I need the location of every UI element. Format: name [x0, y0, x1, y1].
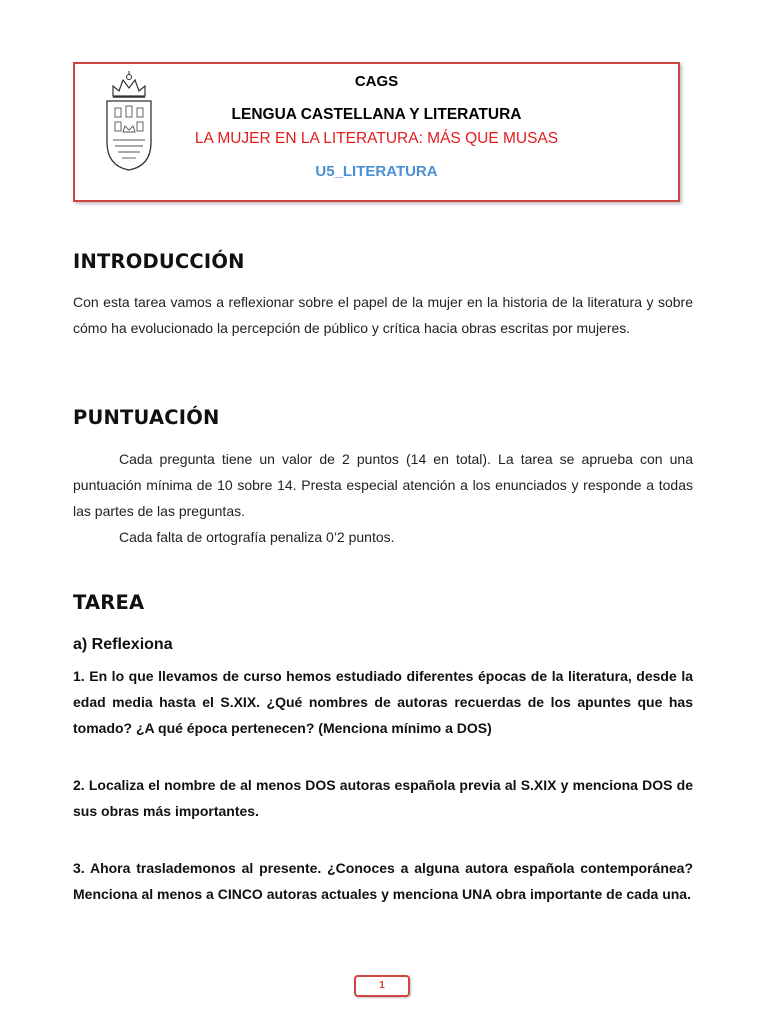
section-heading: a) Reflexiona: [73, 636, 173, 653]
task-heading: TAREA: [73, 591, 145, 614]
intro-paragraph: Con esta tarea vamos a reflexionar sobre el papel de la mujer en la historia de la literatura y sobre cómo ha evolucionado la percepción de público y crítica hacia obras escritas por mujeres.: [73, 294, 693, 336]
scoring-paragraph: Cada pregunta tiene un valor de 2 puntos (14 en total). La tarea se aprueba con una puntuación mínima de 10 sobre 14. Presta especial atención a los enunciados y responde a todas las partes de las preguntas.: [73, 451, 693, 519]
question-2: 2. Localiza el nombre de al menos DOS autoras española previa al S.XIX y menciona DOS de sus obras más importantes.: [73, 777, 693, 819]
document-header: [73, 62, 680, 202]
question-1: 1. En lo que llevamos de curso hemos estudiado diferentes épocas de la literatura, desde la edad media hasta el S.XIX. ¿Qué nombres de autoras recuerdas de los apuntes que has tomado? ¿A qué época pertenecen? (Menciona mínimo a DOS): [73, 668, 693, 736]
spelling-penalty-paragraph: Cada falta de ortografía penaliza 0’2 puntos.: [119, 529, 395, 545]
intro-heading: INTRODUCCIÓN: [73, 250, 245, 273]
page-number: 1: [354, 975, 410, 997]
subject-name: LENGUA CASTELLANA Y LITERATURA: [231, 106, 522, 123]
scoring-heading: PUNTUACIÓN: [73, 406, 220, 429]
school-name: CAGS: [354, 73, 399, 90]
question-3: 3. Ahora traslademonos al presente. ¿Conoces a alguna autora española contemporánea? Menciona al menos a CINCO autoras actuales y menciona UNA obra importante de cada una.: [73, 860, 693, 902]
task-title: LA MUJER EN LA LITERATURA: MÁS QUE MUSAS: [194, 130, 559, 147]
unit-label: U5_LITERATURA: [315, 163, 438, 180]
